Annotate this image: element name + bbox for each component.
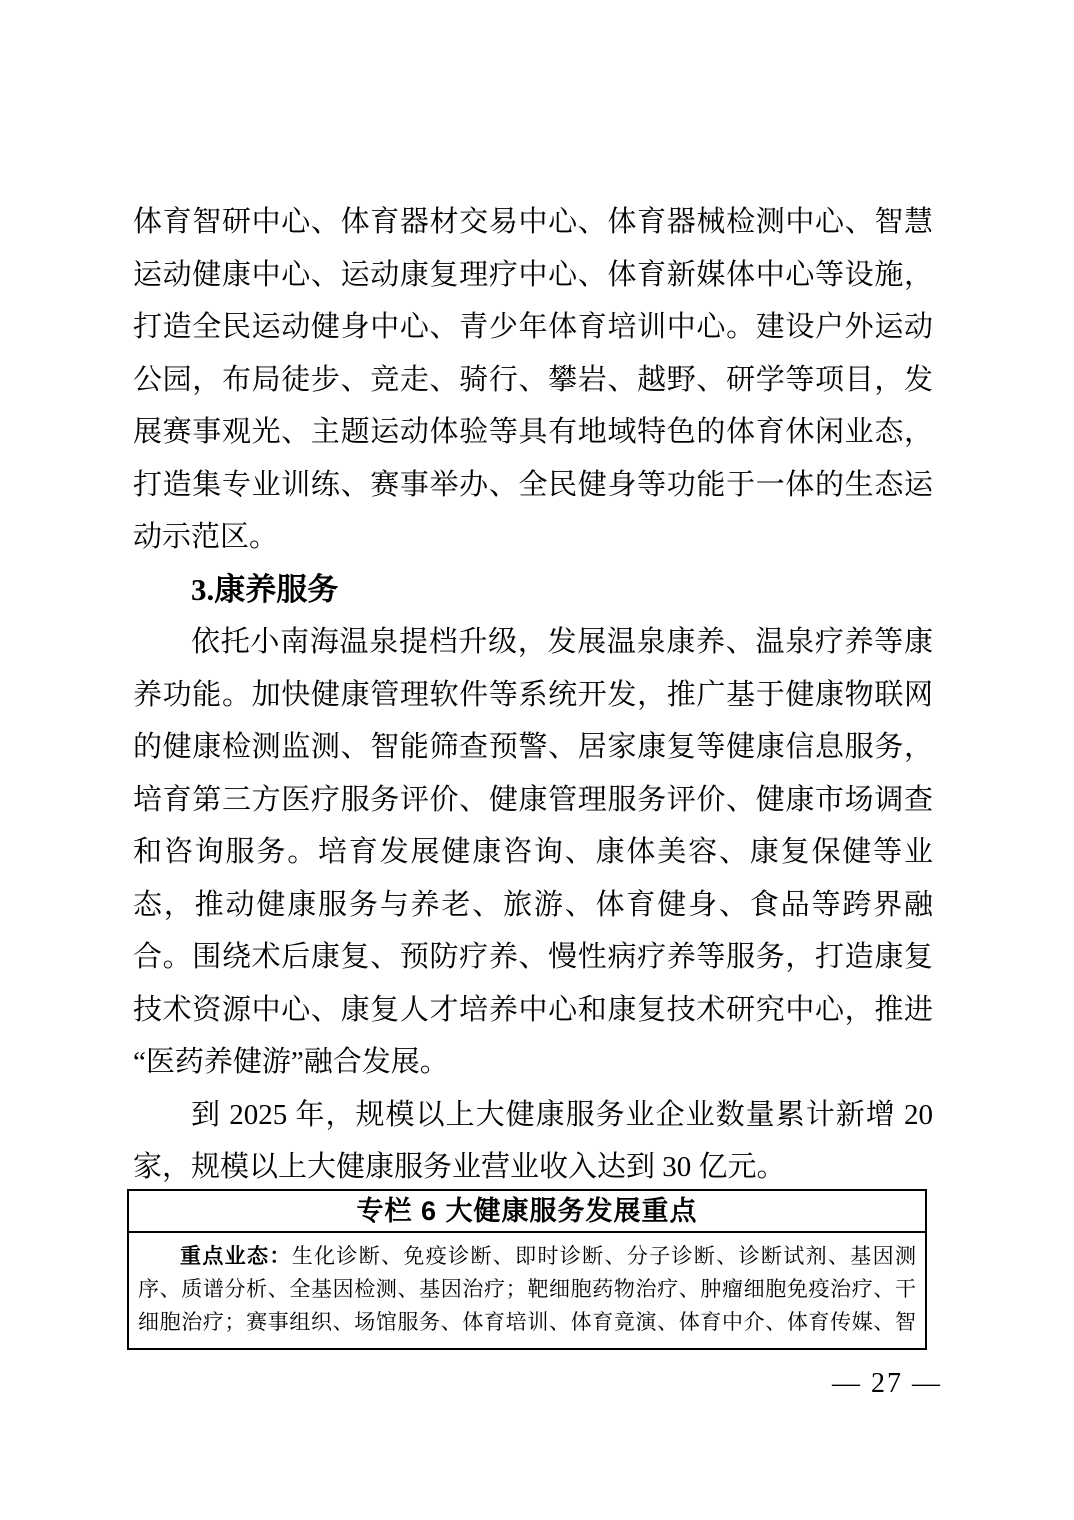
box-line-text: 生化诊断、免疫诊断、即时诊断、分子诊断、诊断试剂、基因测: [291, 1244, 916, 1268]
box-line: [138, 1240, 916, 1273]
box-title: 专栏 6 大健康服务发展重点: [129, 1191, 925, 1233]
body-line: 打造全民运动健身中心、青少年体育培训中心。建设户外运动: [133, 311, 933, 343]
box-line: 细胞治疗；赛事组织、场馆服务、体育培训、体育竟演、体育中介、体育传媒、智: [138, 1310, 916, 1334]
body-line: 体育智研中心、体育器材交易中心、体育器械检测中心、智慧: [133, 206, 933, 238]
body-line: 动示范区。: [133, 521, 279, 553]
box-line: 序、质谱分析、全基因检测、基因治疗；靶细胞药物治疗、肿瘤细胞免疫治疗、干: [138, 1277, 916, 1301]
highlight-box-column6: [127, 1189, 927, 1350]
body-line: 培育第三方医疗服务评价、健康管理服务评价、健康市场调查: [133, 783, 933, 816]
body-line: 运动健康中心、运动康复理疗中心、体育新媒体中心等设施，: [133, 258, 933, 291]
section-heading: 3.康养服务: [191, 571, 339, 607]
body-line: 到 2025 年，规模以上大健康服务业企业数量累计新增 20: [191, 1098, 933, 1131]
document-body: [133, 196, 933, 1194]
box-body: [129, 1233, 925, 1348]
body-line: 打造集专业训练、赛事举办、全民健身等功能于一体的生态运: [133, 468, 933, 501]
body-line: 合。围绕术后康复、预防疗养、慢性病疗养等服务，打造康复: [133, 941, 933, 973]
body-line: 养功能。加快健康管理软件等系统开发，推广基于健康物联网: [133, 678, 933, 711]
page-number: — 27 —: [832, 1368, 942, 1399]
body-line: 依托小南海温泉提档升级，发展温泉康养、温泉疗养等康: [191, 626, 933, 658]
body-line: 和咨询服务。培育发展健康咨询、康体美容、康复保健等业: [133, 836, 933, 868]
body-line: 展赛事观光、主题运动体验等具有地域特色的体育休闲业态，: [133, 416, 933, 448]
body-line: “医药养健游”融合发展。: [133, 1046, 449, 1078]
body-line: 公园，布局徒步、竞走、骑行、攀岩、越野、研学等项目，发: [133, 363, 933, 396]
body-line: 技术资源中心、康复人才培养中心和康复技术研究中心，推进: [133, 993, 933, 1026]
body-line: 的健康检测监测、智能筛查预警、居家康复等健康信息服务，: [133, 731, 933, 763]
body-line: 家，规模以上大健康服务业营业收入达到 30 亿元。: [133, 1151, 786, 1183]
body-line: 态，推动健康服务与养老、旅游、体育健身、食品等跨界融: [133, 888, 933, 921]
box-key-label: 重点业态：: [180, 1245, 292, 1268]
